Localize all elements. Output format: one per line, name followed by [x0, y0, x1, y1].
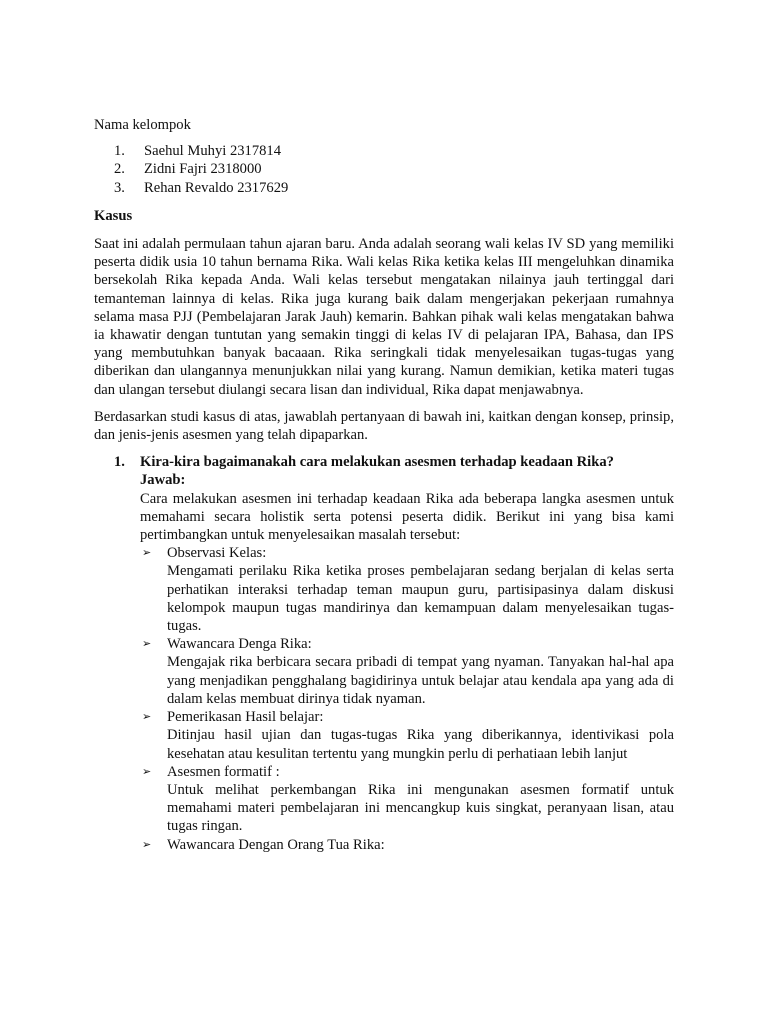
arrow-bullet-icon: ➢ [142, 837, 152, 851]
step-heading: Asesmen formatif : [167, 763, 280, 780]
step-heading: Wawancara Denga Rika: [167, 636, 312, 653]
arrow-bullet-icon: ➢ [142, 710, 152, 724]
question-body [140, 453, 674, 853]
question-number: 1. [114, 454, 125, 471]
question-text: Kira-kira bagaimanakah cara melakukan asesmen terhadap keadaan Rika? [140, 454, 614, 471]
assessment-step [140, 635, 674, 708]
kasus-paragraph: Saat ini adalah permulaan tahun ajaran baru. Anda adalah seorang wali kelas IV SD yang memiliki peserta didik usia 10 tahun bernama Rika. Wali kelas Rika ketika kelas III mengeluhkan dinamika bersekolah Rika kepada Anda. Wali kelas tersebut mengatakan nilainya jauh tertinggal dari temanteman lainnya di kelas. Rika juga kurang baik dalam mengerjakan pekerjaan rumahnya selama masa PJJ (Pembelajaran Jarak Jauh) kemarin. Bahkan pihak wali kelas mengatakan bahwa ia khawatir dengan tuntutan yang semakin tinggi di kelas IV di pelajaran IPA, Bahasa, dan IPS yang membutuhkan banyak bacaaan. Rika seringkali tidak menyelesaikan tugas-tugas yang diberikan dan ulangannya menunjukkan nilai yang kurang. Namun demikian, ketika materi tugas dan ulangan tersebut diulangi secara lisan dan individual, Rika dapat menjawabnya. [94, 236, 674, 398]
member-number: 2. [114, 161, 125, 178]
step-content [167, 708, 674, 763]
arrow-bullet-icon: ➢ [142, 546, 152, 560]
answer-label: Jawab: [140, 472, 186, 489]
question-item [94, 453, 674, 853]
step-heading: Observasi Kelas: [167, 545, 267, 562]
step-body: Mengajak rika berbicara secara pribadi di tempat yang nyaman. Tanyakan hal-hal apa yang menjadikan pengghalang bagidirinya untuk belajar atau kendala apa yang ada di dalam kelas membuat dirinya tidak nyaman. [167, 654, 674, 707]
step-body: Mengamati perilaku Rika ketika proses pembelajaran sedang berjalan di kelas serta perhatikan interaksi terhadap teman maupun guru, partisipasinya dalam diskusi kelompok maupun tugas mandirinya dan kemampuan dalam menyelesaikan tugas-tugas. [167, 563, 674, 635]
answer-intro: Cara melakukan asesmen ini terhadap keadaan Rika ada beberapa langka asesmen untuk memahami secara holistik serta potensi peserta didik. Berikut ini yang bisa kami pertimbangkan untuk menyelesaikan masalah tersebut: [140, 490, 674, 544]
member-name: Zidni Fajri 2318000 [144, 161, 262, 178]
member-list [94, 142, 674, 197]
step-heading: Pemerikasan Hasil belajar: [167, 709, 324, 726]
step-body: Ditinjau hasil ujian dan tugas-tugas Rika yang diberikannya, identivikasi pola kesehatan atau kesulitan tertentu yang mungkin perlu di perhatiaan lebih lanjut [167, 727, 674, 762]
step-content [167, 544, 674, 635]
member-item [94, 160, 674, 178]
document-content [94, 116, 674, 854]
assessment-step [140, 708, 674, 763]
member-item [94, 142, 674, 160]
step-content [167, 635, 674, 708]
member-number: 3. [114, 179, 125, 196]
step-heading: Wawancara Dengan Orang Tua Rika: [167, 836, 385, 853]
member-name: Rehan Revaldo 2317629 [144, 179, 289, 196]
arrow-bullet-icon: ➢ [142, 764, 152, 778]
assessment-step [140, 544, 674, 635]
step-body: Untuk melihat perkembangan Rika ini mengunakan asesmen formatif untuk memahami materi pembelajaran ini mencangkup kuis singkat, peranyaan lisan, atau tugas ringan. [167, 781, 674, 835]
step-content [167, 836, 674, 854]
assessment-step [140, 836, 674, 854]
arrow-bullet-icon: ➢ [142, 637, 152, 651]
member-item [94, 179, 674, 197]
assessment-step [140, 763, 674, 836]
member-number: 1. [114, 143, 125, 160]
assessment-steps [140, 544, 674, 853]
member-name: Saehul Muhyi 2317814 [144, 143, 282, 160]
step-content [167, 763, 674, 836]
group-title: Nama kelompok [94, 117, 191, 133]
kasus-heading: Kasus [94, 207, 133, 224]
instruction-paragraph: Berdasarkan studi kasus di atas, jawablah pertanyaan di bawah ini, kaitkan dengan konsep, prinsip, dan jenis-jenis asesmen yang telah dipaparkan. [94, 408, 674, 444]
